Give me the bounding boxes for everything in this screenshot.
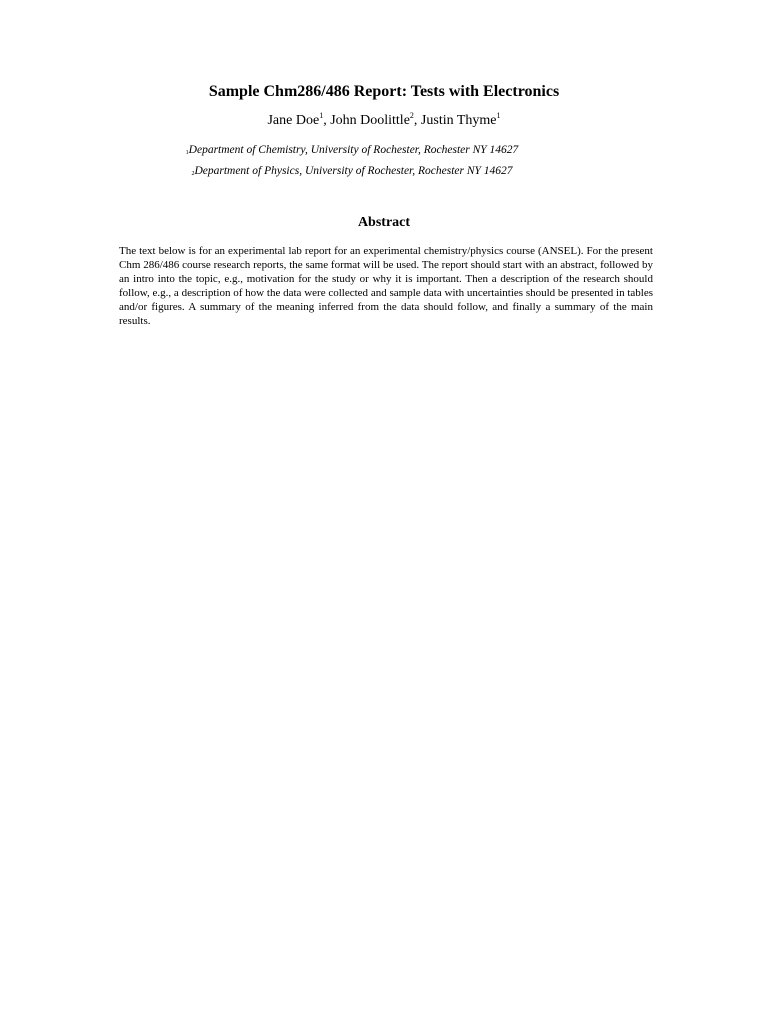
paper-title: Sample Chm286/486 Report: Tests with Electronics [208, 83, 560, 100]
affiliation-text: Department of Physics, University of Rochester, Rochester NY 14627 [194, 165, 513, 177]
affiliation-physics [0, 164, 704, 178]
author-affiliation-mark: 2 [409, 111, 414, 120]
affiliation-text: Department of Chemistry, University of Rochester, Rochester NY 14627 [188, 144, 519, 156]
author-separator: , [413, 113, 421, 128]
author-list [0, 112, 768, 130]
author-separator: , [323, 113, 331, 128]
abstract-heading: Abstract [357, 215, 411, 230]
author-name: Jane Doe [267, 113, 320, 128]
author-affiliation-mark: 1 [319, 111, 324, 120]
affiliation-mark: 2 [191, 171, 195, 177]
author-name: Justin Thyme [420, 113, 497, 128]
author-name: John Doolittle [330, 113, 410, 128]
abstract-paragraph: The text below is for an experimental lab report for an experimental chemistry/physics course (ANSEL). For the present Chm 286/486 course research reports, the same format will be used. The report should start with an abstract, followed by an intro into the topic, e.g., motivation for the study or why it is important. Then a description of the research should follow, e.g., a description of how the data were collected and sample data with uncertainties should be presented in tables and/or figures. A summary of the meaning inferred from the data should follow, and finally a summary of the main results. [119, 245, 653, 327]
author-affiliation-mark: 1 [496, 111, 501, 120]
affiliation-mark: 1 [185, 150, 189, 156]
affiliation-chemistry [0, 143, 704, 157]
